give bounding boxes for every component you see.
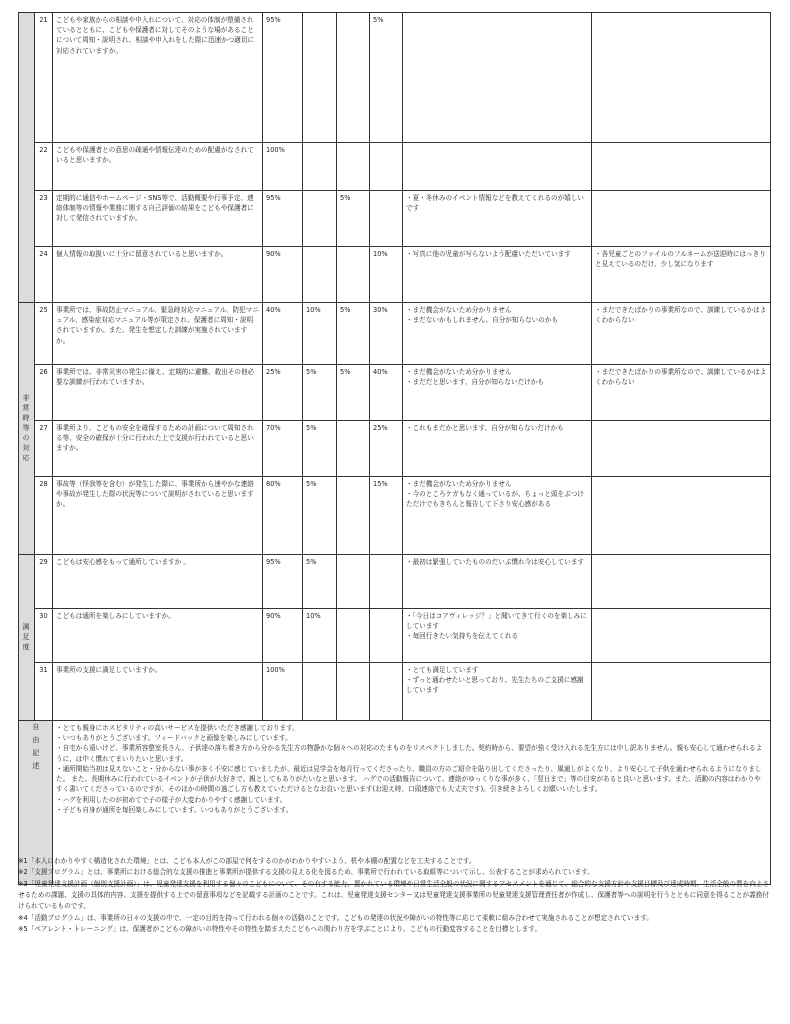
question-number: 25 bbox=[35, 303, 53, 365]
category-emergency: 非常時等の対応 bbox=[19, 303, 35, 555]
comment-item: ・まだ機会がないため分かりません bbox=[406, 306, 512, 314]
percentage-cell: 10% bbox=[303, 303, 337, 365]
percentage-cell bbox=[337, 421, 370, 477]
percentage-cell: 10% bbox=[370, 247, 403, 303]
percentage-cell: 90% bbox=[263, 247, 303, 303]
percentage-cell bbox=[337, 555, 370, 609]
percentage-cell: 30% bbox=[370, 303, 403, 365]
question-number: 26 bbox=[35, 365, 53, 421]
question-number: 22 bbox=[35, 143, 53, 191]
response-cell bbox=[592, 555, 771, 609]
comment-item: ・毎回行きたい気持ちを伝えてくれる bbox=[406, 632, 519, 641]
question-number: 21 bbox=[35, 13, 53, 143]
response-cell: ・まだできたばかりの事業所なので、訓練しているかはよくわからない bbox=[592, 303, 771, 365]
category-cell bbox=[19, 13, 35, 303]
comment-cell bbox=[403, 555, 592, 609]
comment-list bbox=[406, 423, 588, 433]
comment-list bbox=[406, 665, 588, 696]
percentage-cell: 5% bbox=[337, 191, 370, 247]
comment-item: ・最初は緊張していたもののだいぶ慣れ今は安心しています bbox=[406, 558, 585, 566]
percentage-cell: 95% bbox=[263, 555, 303, 609]
table-row bbox=[19, 663, 771, 721]
percentage-cell: 90% bbox=[263, 609, 303, 663]
percentage-cell bbox=[303, 143, 337, 191]
percentage-cell bbox=[337, 247, 370, 303]
question-text: 事業所より、こどもの安全を確保するための計画について周知される等、安全の確保が十分に行われた上で支援が行われていると思いますか。 bbox=[53, 421, 263, 477]
question-text: こどもや保護者との意思の疎通や情報伝達のための配慮がなされていると思いますか。 bbox=[53, 143, 263, 191]
comment-item: ・ずっと通わせたいと思っており、先生たちのご支援に感謝しています bbox=[406, 676, 584, 695]
response-cell: ・まだできたばかりの事業所なので、訓練しているかはよくわからない bbox=[592, 365, 771, 421]
table-row bbox=[19, 421, 771, 477]
comment-list bbox=[406, 249, 588, 259]
comment-cell bbox=[403, 477, 592, 555]
question-text: 事業所では、非常災害の発生に備え、定期的に避難、救出その他必要な訓練が行われていますか。 bbox=[53, 365, 263, 421]
percentage-cell bbox=[303, 13, 337, 143]
free-text-item: ・子ども自身が通所を毎回楽しみにしています。いつもありがとうございます。 bbox=[56, 805, 293, 814]
percentage-cell: 40% bbox=[263, 303, 303, 365]
percentage-cell bbox=[370, 663, 403, 721]
percentage-cell bbox=[370, 143, 403, 191]
comment-cell bbox=[403, 191, 592, 247]
free-text-item: ・自宅から遠いけど、事業所容整室長さん、子供達の落ち着き方から分かる先生方の物静かな個々への対応のたまものをリスペクトしました。契約時から、要望が強く受け入れる先生方には申し訳ありません。親も安心して通わせられるように、は中く慣れてまいりたいと思います。 bbox=[56, 744, 763, 763]
question-text: こどもは通所を楽しみにしていますか。 bbox=[53, 609, 263, 663]
percentage-cell: 80% bbox=[263, 477, 303, 555]
comment-item: ・まだだと思います、自分が知らないだけかも bbox=[406, 378, 544, 387]
percentage-cell bbox=[337, 477, 370, 555]
category-satisfaction: 満足度 bbox=[19, 555, 35, 721]
footnote: ※5「ペアレント・トレーニング」は、保護者がこどもの障がいの特性やその特性を踏まえたこどもへの関わり方を学ぶことにより、こどもの行動変容することを目標とします。 bbox=[18, 924, 541, 933]
comment-cell bbox=[403, 247, 592, 303]
response-cell bbox=[592, 143, 771, 191]
comment-list bbox=[406, 305, 588, 325]
percentage-cell: 100% bbox=[263, 663, 303, 721]
percentage-cell: 5% bbox=[337, 303, 370, 365]
footnote: ※1「本人にわかりやすく構造化された環境」とは、こども本人がこの部屋で何をするのかがわかりやすいよう、机や本棚の配置などを工夫することです。 bbox=[18, 857, 476, 865]
footnote: ※3「児童発達支援計画（個別支援計画）」は、児童発達支援を利用する個々のこどもについて、その有する能力、置かれている環境や日常生活全般の状況に関するアセスメントを通じて、総合的な支援方針や支援目標及び達成時期、生活全般の質を向上させるための課題、支援の具体的内容、支援を提供する上での留意事項などを記載する計画のことです。これは、児童発達支援センター又は児童発達支援事業所の児童発達支援管理責任者が作成し、保護者等への説明を行うとともに同意を得ることが義務付けられているものです。 bbox=[18, 879, 770, 911]
question-number: 30 bbox=[35, 609, 53, 663]
percentage-cell: 15% bbox=[370, 477, 403, 555]
free-text-list bbox=[56, 723, 767, 815]
percentage-cell bbox=[370, 191, 403, 247]
comment-list bbox=[406, 479, 588, 510]
percentage-cell bbox=[370, 609, 403, 663]
percentage-cell bbox=[337, 13, 370, 143]
response-cell bbox=[592, 609, 771, 663]
percentage-cell bbox=[370, 555, 403, 609]
comment-cell bbox=[403, 609, 592, 663]
question-number: 27 bbox=[35, 421, 53, 477]
comment-list bbox=[406, 193, 588, 213]
comment-item: ・写真に他の児童が写らないよう配慮いただいています bbox=[406, 250, 571, 258]
survey-rows bbox=[19, 13, 771, 885]
table-row bbox=[19, 191, 771, 247]
percentage-cell: 5% bbox=[337, 365, 370, 421]
table-row bbox=[19, 13, 771, 143]
comment-cell bbox=[403, 13, 592, 143]
footnote: ※2「支援プログラム」とは、事業所における総合的な支援の推進と事業所が提供する支援の見える化を図るため、事業所で行われている取組等について示し、公表することが求められています。 bbox=[18, 868, 594, 877]
question-number: 24 bbox=[35, 247, 53, 303]
percentage-cell bbox=[337, 143, 370, 191]
question-number: 29 bbox=[35, 555, 53, 609]
percentage-cell: 95% bbox=[263, 13, 303, 143]
comment-cell bbox=[403, 143, 592, 191]
comment-item: ・とても満足しています bbox=[406, 666, 479, 674]
comment-cell bbox=[403, 421, 592, 477]
footnote: ※4「活動プログラム」は、事業所の日々の支援の中で、一定の目的を持って行われる個々の活動のことです。こどもの発達の状況や障がいの特性等に応じて柔軟に組み合わせて実施されることが想定されています。 bbox=[18, 913, 653, 922]
footnotes bbox=[18, 856, 770, 935]
percentage-cell: 10% bbox=[303, 609, 337, 663]
question-text: こどもや家族からの相談や申入れについて、対応の体制が整備されているとともに、こどもや保護者に対してそのような場があることについて周知・説明され、相談や申入れをした際に迅速かつ適切に対応されていますか。 bbox=[53, 13, 263, 143]
table-row bbox=[19, 555, 771, 609]
free-text-label: 自由記述 bbox=[31, 723, 40, 775]
percentage-cell: 5% bbox=[303, 555, 337, 609]
question-text: 定期的に通信やホームページ・SNS等で、活動概要や行事予定、連絡体制等の情報や業務に関する自己評価の結果をこどもや保護者に対して発信されていますか。 bbox=[53, 191, 263, 247]
percentage-cell: 5% bbox=[303, 365, 337, 421]
free-text-item: ・通所開始当初は見えないこと・分からない事が多く不安に感じていましたが、最近は見学会を毎月行ってくださったり、職員の方のご紹介を貼り出してくださったり、風通しがよくなり、より安心して子供を通わせられるようになりました。 また、長期休みに行われているイベントが子供が大好きで、親としてもありがたいなと思います。 ハグでの活動報告について、連絡がゆっくりな事が多く、「翌日まで」等の目安があると良いと思います。また、活動の内容はわかりやすく書いてくださっているのですが、そのほかの時間の過ごし方も教えていただけるとなお良いと思います(お迎え時、口頭連絡でも大丈夫です)。引き続きよろしくお願いいたします。 bbox=[56, 764, 762, 794]
percentage-cell: 40% bbox=[370, 365, 403, 421]
percentage-cell: 70% bbox=[263, 421, 303, 477]
comment-cell bbox=[403, 365, 592, 421]
question-number: 28 bbox=[35, 477, 53, 555]
question-text: 事業所では、事故防止マニュアル、緊急時対応マニュアル、防犯マニュアル、感染症対応マニュアル等が策定され、保護者に周知・説明されていますか。また、発生を想定した訓練が実施されていますか。 bbox=[53, 303, 263, 365]
table-row bbox=[19, 247, 771, 303]
comment-item: ・まだ機会がないため分かりません bbox=[406, 480, 512, 488]
question-text: 個人情報の取扱いに十分に留意されていると思いますか。 bbox=[53, 247, 263, 303]
question-number: 23 bbox=[35, 191, 53, 247]
response-cell bbox=[592, 477, 771, 555]
table-row bbox=[19, 609, 771, 663]
percentage-cell: 95% bbox=[263, 191, 303, 247]
comment-list bbox=[406, 367, 588, 387]
comment-list bbox=[406, 611, 588, 642]
response-cell: ・各児童ごとのファイルのフルネームが送迎時にはっきりと見えているのだけ、少し気になります bbox=[592, 247, 771, 303]
table-row bbox=[19, 303, 771, 365]
response-cell bbox=[592, 13, 771, 143]
question-text: 事業所の支援に満足していますか。 bbox=[53, 663, 263, 721]
percentage-cell: 5% bbox=[370, 13, 403, 143]
comment-item: ・今のところケガもなく通っているが、ちょっと頭をぶつけただけでもきちんと報告して下さり安心感がある bbox=[406, 490, 584, 509]
percentage-cell: 25% bbox=[263, 365, 303, 421]
percentage-cell: 5% bbox=[303, 421, 337, 477]
response-cell bbox=[592, 663, 771, 721]
comment-item: ・まだ機会がないため分かりません bbox=[406, 368, 512, 376]
table-row bbox=[19, 477, 771, 555]
percentage-cell: 25% bbox=[370, 421, 403, 477]
percentage-cell bbox=[337, 663, 370, 721]
percentage-cell: 5% bbox=[303, 477, 337, 555]
free-text-item: ・とても親身にホスピタリティの高いサービスを提供いただき感謝しております。 bbox=[56, 724, 299, 732]
percentage-cell bbox=[303, 247, 337, 303]
response-cell bbox=[592, 421, 771, 477]
percentage-cell bbox=[303, 191, 337, 247]
comment-item: ・まだないかもしれません、自分が知らないのかも bbox=[406, 316, 559, 325]
comment-item: ・「今日はコアヴィレッジ？」と聞いてきて行くのを楽しみにしています bbox=[406, 612, 587, 631]
percentage-cell bbox=[303, 663, 337, 721]
comment-cell bbox=[403, 303, 592, 365]
question-text: こどもは安心感をもって通所していますか 。 bbox=[53, 555, 263, 609]
free-text-item: ・ハグを利用したのが初めてで子の様子が大変わかりやすく感謝しています。 bbox=[56, 795, 287, 804]
percentage-cell: 100% bbox=[263, 143, 303, 191]
comment-item: ・夏・冬休みのイベント情報などを教えてくれるのが嬉しいです bbox=[406, 194, 585, 213]
percentage-cell bbox=[337, 609, 370, 663]
comment-cell bbox=[403, 663, 592, 721]
table-row bbox=[19, 143, 771, 191]
question-number: 31 bbox=[35, 663, 53, 721]
comment-item: ・これもまだかと思います、自分が知らないだけかも bbox=[406, 424, 564, 432]
survey-table bbox=[18, 12, 771, 885]
question-text: 事故等（怪我等を含む）が発生した際に、事業所から速やかな連絡や事故が発生した際の状況等について説明がされていると思いますか。 bbox=[53, 477, 263, 555]
free-text-item: ・いつもありがとうございます。フィードバックと画像を楽しみにしています。 bbox=[56, 734, 292, 743]
response-cell bbox=[592, 191, 771, 247]
table-row bbox=[19, 365, 771, 421]
comment-list bbox=[406, 557, 588, 567]
